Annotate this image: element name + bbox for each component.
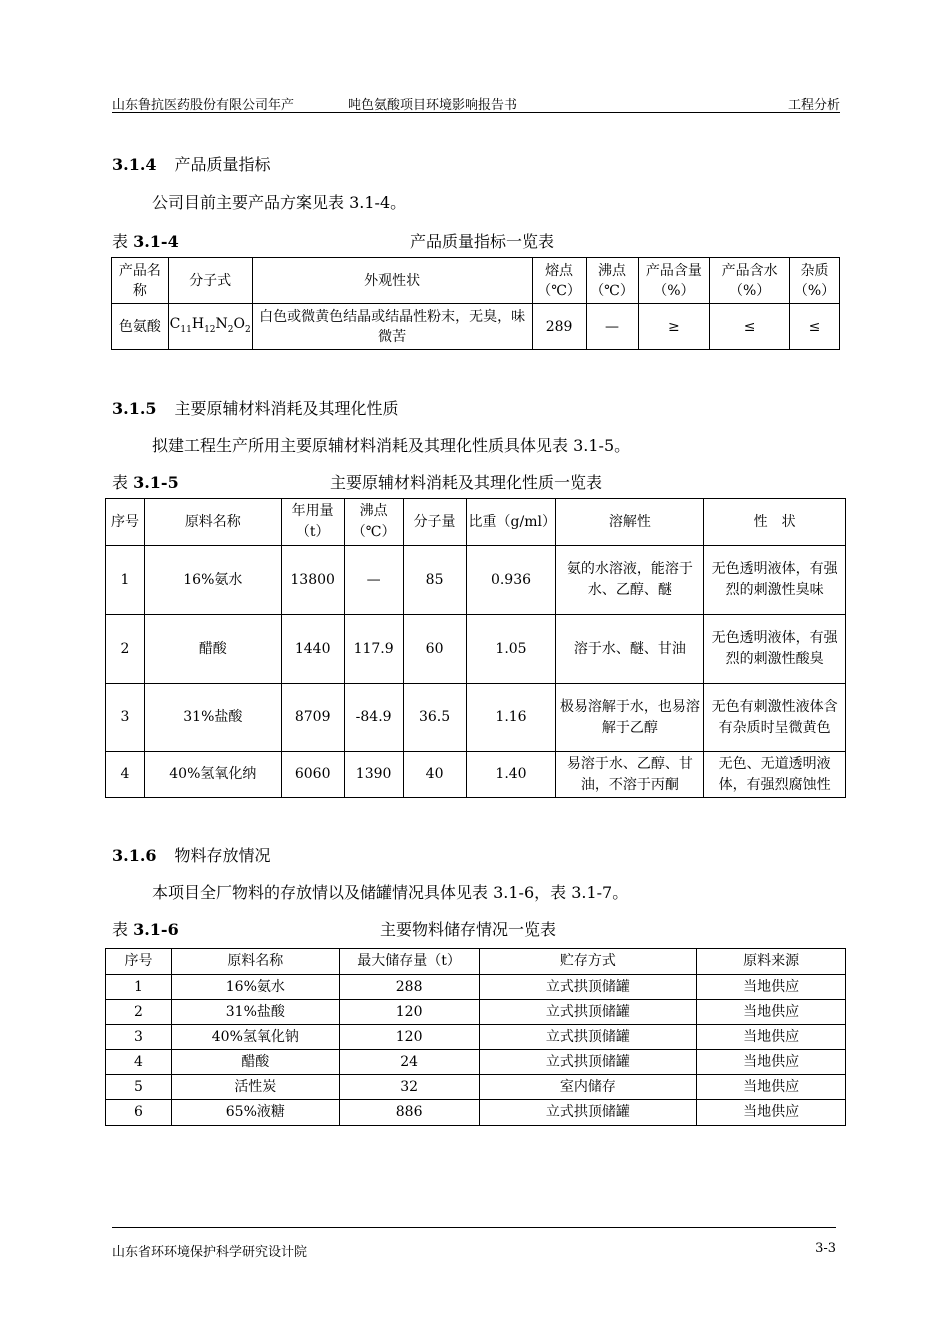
header-cell: 原料来源 [697,949,846,975]
header-cell: 分子量 [403,499,466,546]
header-cell: 熔点（℃） [532,258,586,304]
annual-usage: 6060 [281,752,344,798]
header-cell: 原料名称 [144,499,281,546]
molecular-weight: 60 [403,615,466,684]
table-3-1-5-title: 主要原辅材料消耗及其理化性质一览表 [330,473,603,492]
table-row [106,752,846,798]
header-cell: 原料名称 [171,949,339,975]
water-content: ≤ [710,304,790,350]
table-row [106,1050,846,1075]
section-3-1-6-heading [112,843,271,866]
table-row [106,1075,846,1100]
material-source: 当地供应 [697,1025,846,1050]
row-number: 4 [106,1050,172,1075]
header-cell: 沸点（℃） [344,499,403,546]
density: 1.05 [466,615,556,684]
table-row [106,1100,846,1126]
header-cell: 序号 [106,499,145,546]
row-number: 1 [106,546,145,615]
property: 无色、无道透明液体，有强烈腐蚀性 [704,752,846,798]
header-cell: 产品含水（%） [710,258,790,304]
material-name: 31%盐酸 [144,684,281,752]
boiling-point: — [344,546,403,615]
property: 无色透明液体，有强烈的刺激性臭味 [704,546,846,615]
melting-point: 289 [532,304,586,350]
footer-institute: 山东省环环境保护科学研究设计院 [112,1245,308,1260]
molecular-weight: 85 [403,546,466,615]
header-cell: 性 状 [704,499,846,546]
max-storage: 886 [339,1100,479,1126]
section-3-1-4-paragraph: 公司目前主要产品方案见表 3.1-4。 [152,193,407,212]
storage-method: 立式拱顶储罐 [479,1050,697,1075]
solubility: 氨的水溶液，能溶于水、乙醇、醚 [556,546,704,615]
product-content: ≥ [638,304,710,350]
solubility: 极易溶解于水，也易溶解于乙醇 [556,684,704,752]
storage-method: 立式拱顶储罐 [479,1025,697,1050]
section-title: 产品质量指标 [174,155,271,174]
header-cell: 贮存方式 [479,949,697,975]
header-cell: 比重（g/ml） [466,499,556,546]
material-storage-table [105,948,846,1126]
max-storage: 120 [339,1025,479,1050]
density: 1.40 [466,752,556,798]
header-cell: 产品含量（%） [638,258,710,304]
raw-materials-table [105,498,846,798]
table-row [106,1025,846,1050]
molecular-formula: $C_{11}H_{12}N_2O_2$ [168,304,252,350]
table-3-1-5-label: 表 3.1-5 [112,473,179,492]
section-3-1-4-heading [112,152,271,175]
material-source: 当地供应 [697,975,846,1000]
max-storage: 120 [339,1000,479,1025]
table-row [112,304,840,350]
page-number: 3-3 [815,1241,836,1256]
header-cell: 沸点（℃） [586,258,638,304]
molecular-weight: 36.5 [403,684,466,752]
material-source: 当地供应 [697,1075,846,1100]
material-name: 16%氨水 [144,546,281,615]
table-3-1-4-label: 表 3.1-4 [112,232,179,251]
property: 无色有刺激性液体含有杂质时呈微黄色 [704,684,846,752]
annual-usage: 1440 [281,615,344,684]
annual-usage: 8709 [281,684,344,752]
material-name: 31%盐酸 [171,1000,339,1025]
header-cell: 外观性状 [252,258,532,304]
max-storage: 32 [339,1075,479,1100]
page-footer [112,1227,836,1260]
annual-usage: 13800 [281,546,344,615]
section-number: 3.1.6 [112,846,157,865]
row-number: 2 [106,615,145,684]
page-header [112,94,840,113]
material-name: 醋酸 [171,1050,339,1075]
boiling-point: -84.9 [344,684,403,752]
table-row [106,1000,846,1025]
section-title: 主要原辅材料消耗及其理化性质 [174,399,399,418]
material-source: 当地供应 [697,1050,846,1075]
table-3-1-6-label: 表 3.1-6 [112,920,179,939]
header-cell: 分子式 [168,258,252,304]
impurity: ≤ [790,304,840,350]
header-company: 山东鲁抗医药股份有限公司年产 [112,98,295,113]
density: 0.936 [466,546,556,615]
header-cell: 产品名称 [112,258,169,304]
property: 无色透明液体，有强烈的刺激性酸臭 [704,615,846,684]
appearance: 白色或微黄色结晶或结晶性粉末，无臭，味微苦 [252,304,532,350]
section-title: 物料存放情况 [174,846,271,865]
row-number: 3 [106,1025,172,1050]
table-row [106,615,846,684]
material-source: 当地供应 [697,1100,846,1126]
product-quality-table [111,257,840,350]
header-cell: 溶解性 [556,499,704,546]
storage-method: 立式拱顶储罐 [479,1000,697,1025]
table-row [106,684,846,752]
table-3-1-4-title: 产品质量指标一览表 [410,232,555,251]
table-row [106,546,846,615]
boiling-point: 117.9 [344,615,403,684]
molecular-weight: 40 [403,752,466,798]
row-number: 1 [106,975,172,1000]
material-name: 40%氢氧化钠 [171,1025,339,1050]
table-3-1-6-title: 主要物料储存情况一览表 [380,920,557,939]
material-name: 醋酸 [144,615,281,684]
material-name: 活性炭 [171,1075,339,1100]
table-header-row [106,499,846,546]
row-number: 3 [106,684,145,752]
storage-method: 立式拱顶储罐 [479,1100,697,1126]
row-number: 5 [106,1075,172,1100]
material-name: 65%液糖 [171,1100,339,1126]
section-number: 3.1.5 [112,399,157,418]
header-project: 吨色氨酸项目环境影响报告书 [348,98,518,113]
section-3-1-5-heading [112,396,399,419]
table-header-row [106,949,846,975]
table-row [106,975,846,1000]
product-name: 色氨酸 [112,304,169,350]
header-cell: 最大储存量（t） [339,949,479,975]
table-header-row [112,258,840,304]
section-3-1-6-paragraph: 本项目全厂物料的存放情以及储罐情况具体见表 3.1-6，表 3.1-7。 [152,883,629,902]
density: 1.16 [466,684,556,752]
material-name: 40%氢氧化纳 [144,752,281,798]
storage-method: 立式拱顶储罐 [479,975,697,1000]
solubility: 易溶于水、乙醇、甘油，不溶于丙酮 [556,752,704,798]
solubility: 溶于水、醚、甘油 [556,615,704,684]
max-storage: 288 [339,975,479,1000]
section-number: 3.1.4 [112,155,157,174]
row-number: 2 [106,1000,172,1025]
section-3-1-5-paragraph: 拟建工程生产所用主要原辅材料消耗及其理化性质具体见表 3.1-5。 [152,436,631,455]
max-storage: 24 [339,1050,479,1075]
storage-method: 室内储存 [479,1075,697,1100]
header-cell: 年用量（t） [281,499,344,546]
material-name: 16%氨水 [171,975,339,1000]
material-source: 当地供应 [697,1000,846,1025]
boiling-point: — [586,304,638,350]
row-number: 4 [106,752,145,798]
header-cell: 杂质（%） [790,258,840,304]
header-cell: 序号 [106,949,172,975]
boiling-point: 1390 [344,752,403,798]
header-chapter: 工程分析 [787,98,840,113]
row-number: 6 [106,1100,172,1126]
